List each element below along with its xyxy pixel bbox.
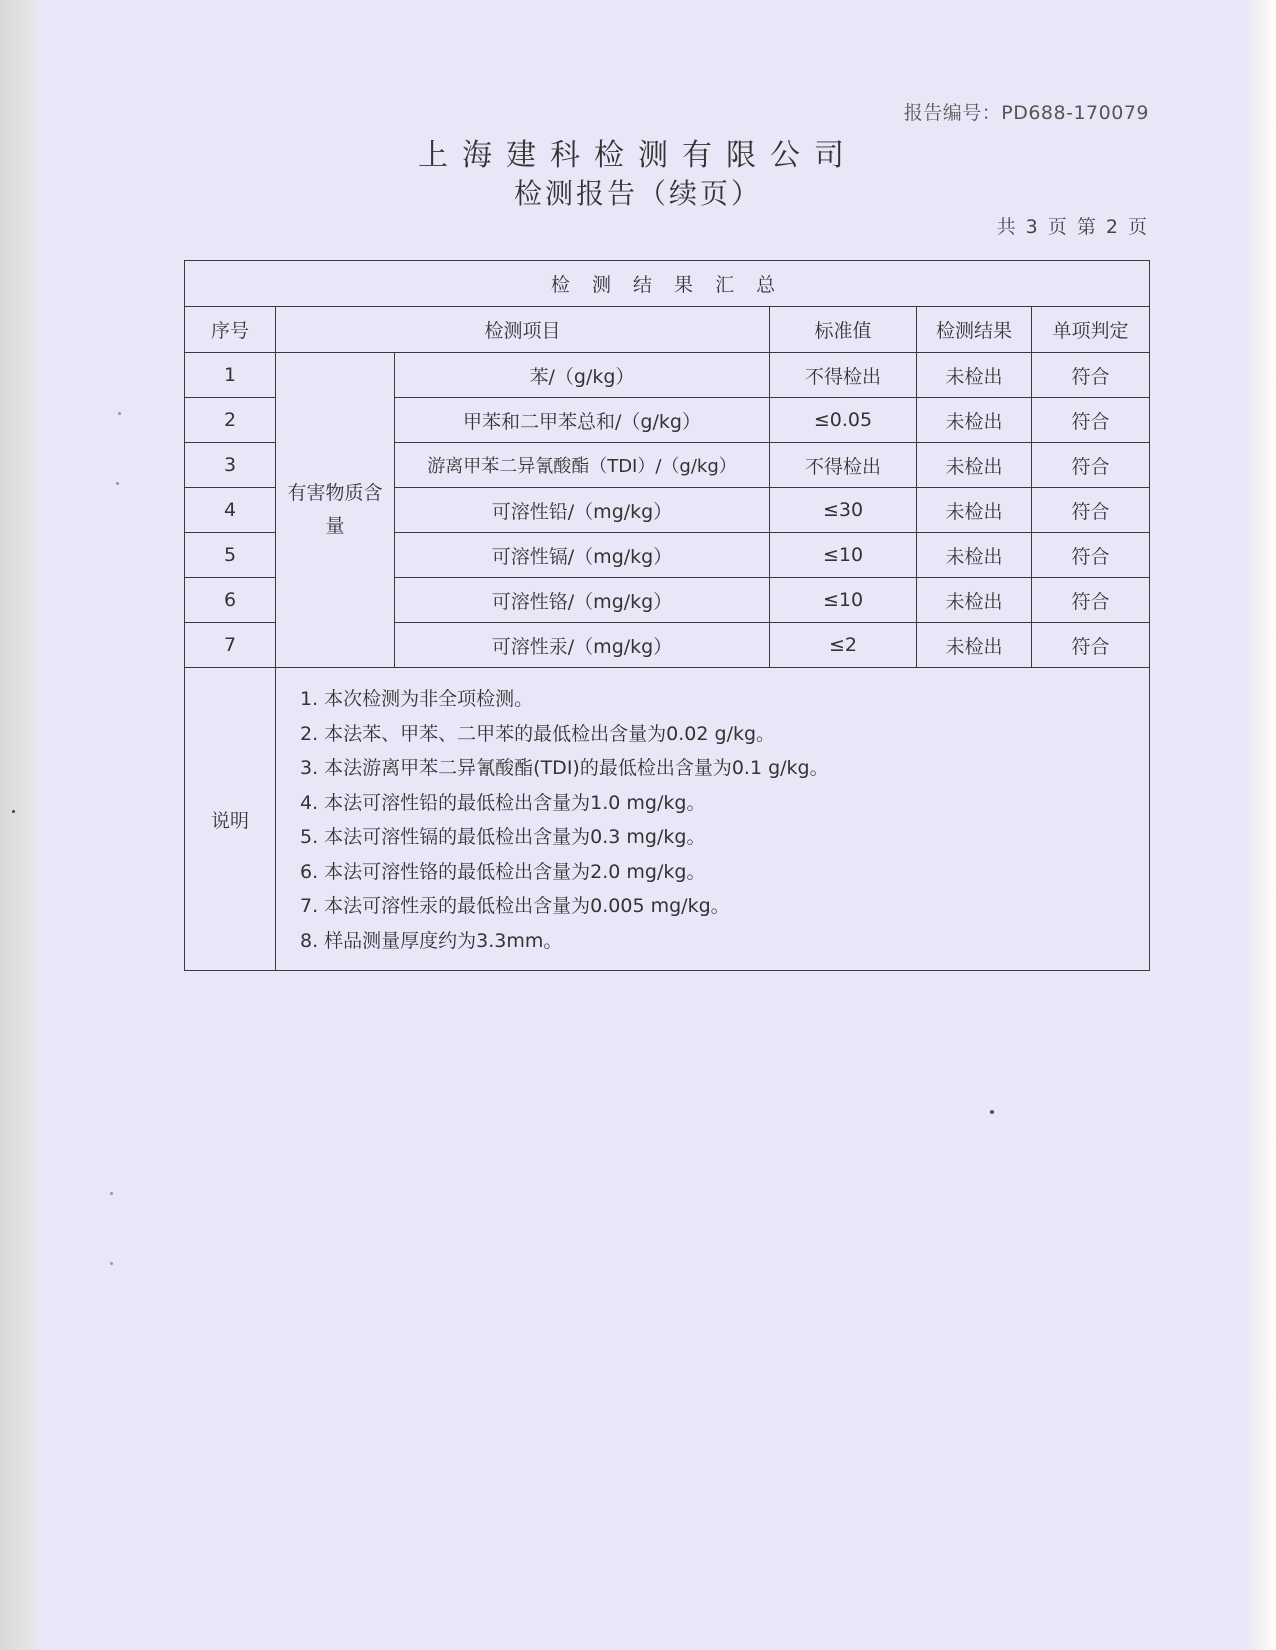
header-standard: 标准值 (770, 307, 917, 353)
results-table (184, 260, 1150, 971)
row-judgement: 符合 (1032, 623, 1150, 668)
table-row (185, 353, 1150, 398)
header-result: 检测结果 (917, 307, 1032, 353)
row-seq: 3 (185, 443, 276, 488)
row-seq: 2 (185, 398, 276, 443)
notes-row (185, 668, 1150, 971)
row-standard: ≤10 (770, 533, 917, 578)
page-count: 共 3 页 第 2 页 (996, 216, 1149, 238)
note-item: 1. 本次检测为非全项检测。 (300, 688, 534, 710)
row-item: 可溶性铅/（mg/kg） (395, 488, 770, 533)
row-seq: 4 (185, 488, 276, 533)
note-item: 5. 本法可溶性镉的最低检出含量为0.3 mg/kg。 (300, 826, 706, 848)
row-standard: ≤0.05 (770, 398, 917, 443)
scan-speck (12, 810, 15, 813)
row-judgement: 符合 (1032, 533, 1150, 578)
row-seq: 7 (185, 623, 276, 668)
row-standard: 不得检出 (770, 443, 917, 488)
row-result: 未检出 (917, 443, 1032, 488)
note-item: 8. 样品测量厚度约为3.3mm。 (300, 929, 563, 952)
note-item: 6. 本法可溶性铬的最低检出含量为2.0 mg/kg。 (300, 860, 706, 883)
row-result: 未检出 (917, 578, 1032, 623)
row-standard: ≤10 (770, 578, 917, 623)
row-result: 未检出 (917, 533, 1032, 578)
row-item: 游离甲苯二异氰酸酯（TDI）/（g/kg） (395, 443, 770, 488)
scan-speck (110, 1262, 113, 1265)
row-judgement: 符合 (1032, 398, 1150, 443)
report-title: 检测报告（续页） (513, 177, 762, 210)
row-result: 未检出 (917, 398, 1032, 443)
header-judgement: 单项判定 (1032, 307, 1150, 353)
scan-left-edge (0, 0, 40, 1650)
scan-speck (116, 482, 119, 485)
category-cell: 有害物质含量 (276, 353, 395, 668)
row-standard: ≤30 (770, 488, 917, 533)
row-standard: 不得检出 (770, 353, 917, 398)
header-item: 检测项目 (276, 307, 770, 353)
row-item: 苯/（g/kg） (395, 353, 770, 398)
row-seq: 1 (185, 353, 276, 398)
note-item: 7. 本法可溶性汞的最低检出含量为0.005 mg/kg。 (300, 895, 730, 917)
row-result: 未检出 (917, 488, 1032, 533)
note-item: 2. 本法苯、甲苯、二甲苯的最低检出含量为0.02 g/kg。 (300, 722, 776, 745)
table-header-row (185, 307, 1150, 353)
row-seq: 6 (185, 578, 276, 623)
company-name: 上海建科检测有限公司 (418, 138, 858, 173)
report-number: 报告编号：PD688-170079 (903, 102, 1149, 124)
scan-right-edge (1246, 0, 1276, 1650)
row-judgement: 符合 (1032, 488, 1150, 533)
row-item: 可溶性铬/（mg/kg） (395, 578, 770, 623)
row-item: 可溶性汞/（mg/kg） (395, 623, 770, 668)
notes-cell (276, 668, 1150, 971)
row-seq: 5 (185, 533, 276, 578)
note-item: 4. 本法可溶性铅的最低检出含量为1.0 mg/kg。 (300, 791, 706, 814)
row-result: 未检出 (917, 623, 1032, 668)
summary-title-row (185, 261, 1150, 307)
scan-speck (118, 412, 121, 415)
row-item: 甲苯和二甲苯总和/（g/kg） (395, 398, 770, 443)
row-judgement: 符合 (1032, 578, 1150, 623)
row-item: 可溶性镉/（mg/kg） (395, 533, 770, 578)
note-item: 3. 本法游离甲苯二异氰酸酯(TDI)的最低检出含量为0.1 g/kg。 (300, 757, 829, 779)
notes-label: 说明 (185, 668, 276, 971)
row-judgement: 符合 (1032, 443, 1150, 488)
header-seq: 序号 (185, 307, 276, 353)
row-result: 未检出 (917, 353, 1032, 398)
scan-speck (990, 1110, 994, 1114)
scan-speck (110, 1192, 113, 1195)
row-judgement: 符合 (1032, 353, 1150, 398)
summary-title: 检 测 结 果 汇 总 (185, 261, 1150, 307)
row-standard: ≤2 (770, 623, 917, 668)
